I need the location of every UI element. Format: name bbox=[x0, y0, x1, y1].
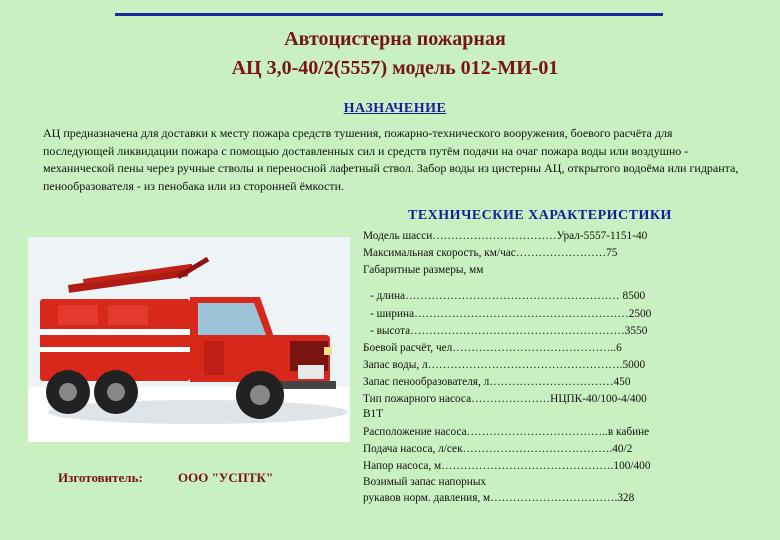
spec-hose-stock: Возимый запас напорных bbox=[363, 476, 487, 488]
spec-height: - высота…………………………………………………3550 bbox=[370, 325, 648, 337]
spec-water: Запас воды, л…………………………………………….5000 bbox=[363, 359, 646, 371]
spec-hose-stock-cont: рукавов норм. давления, м…………………………….328 bbox=[363, 492, 635, 504]
spec-max-speed: Максимальная скорость, км/час……………………75 bbox=[363, 247, 618, 259]
spec-pump-type-cont: В1Т bbox=[363, 408, 384, 420]
spec-pump-head: Напор насоса, м……………………………………….100/400 bbox=[363, 460, 651, 472]
spec-crew: Боевой расчёт, чел……………………………………..6 bbox=[363, 342, 622, 354]
manufacturer-label: Изготовитель: bbox=[58, 470, 143, 485]
spec-pump-location: Расположение насоса………………………………..в кабине bbox=[363, 426, 650, 438]
specs-heading: ТЕХНИЧЕСКИЕ ХАРАКТЕРИСТИКИ bbox=[408, 208, 672, 223]
fire-truck-photo bbox=[28, 237, 350, 442]
page-title: Автоцистерна пожарная bbox=[284, 28, 506, 50]
spec-width: - ширина…………………………………………………2500 bbox=[370, 308, 652, 320]
purpose-text: АЦ предназначена для доставки к месту пожара средств тушения, пожарно-технического вооружения, боевого расчёта для последующей ликвидации пожара с помощью доставленных сил и средств путём подачи на очаг пожара воды или воздушно - механической пены через ручные стволы и переносной лафетный ствол. Забор воды из цистерны АЦ, открытого водоёма или гидранта, пенообразователя - из пенобака или из сторонней ёмкости. bbox=[43, 126, 739, 193]
spec-dimensions: Габаритные размеры, мм bbox=[363, 264, 484, 276]
purpose-heading: НАЗНАЧЕНИЕ bbox=[343, 101, 447, 116]
spec-foam: Запас пенообразователя, л……………………………450 bbox=[363, 376, 631, 388]
manufacturer-name: ООО "УСПТК" bbox=[178, 470, 274, 485]
top-border bbox=[115, 13, 663, 16]
spec-pump-type: Тип пожарного насоса…………………НЦПК-40/100-4/400 bbox=[363, 393, 647, 405]
spec-length: - длина………………………………………………… 8500 bbox=[370, 290, 646, 302]
spec-pump-flow: Подача насоса, л/сек………………………………….40/2 bbox=[363, 443, 633, 455]
spec-chassis: Модель шасси……………………………Урал-5557-1151-40 bbox=[363, 230, 648, 242]
page-subtitle: АЦ 3,0-40/2(5557) модель 012-МИ-01 bbox=[231, 57, 559, 79]
